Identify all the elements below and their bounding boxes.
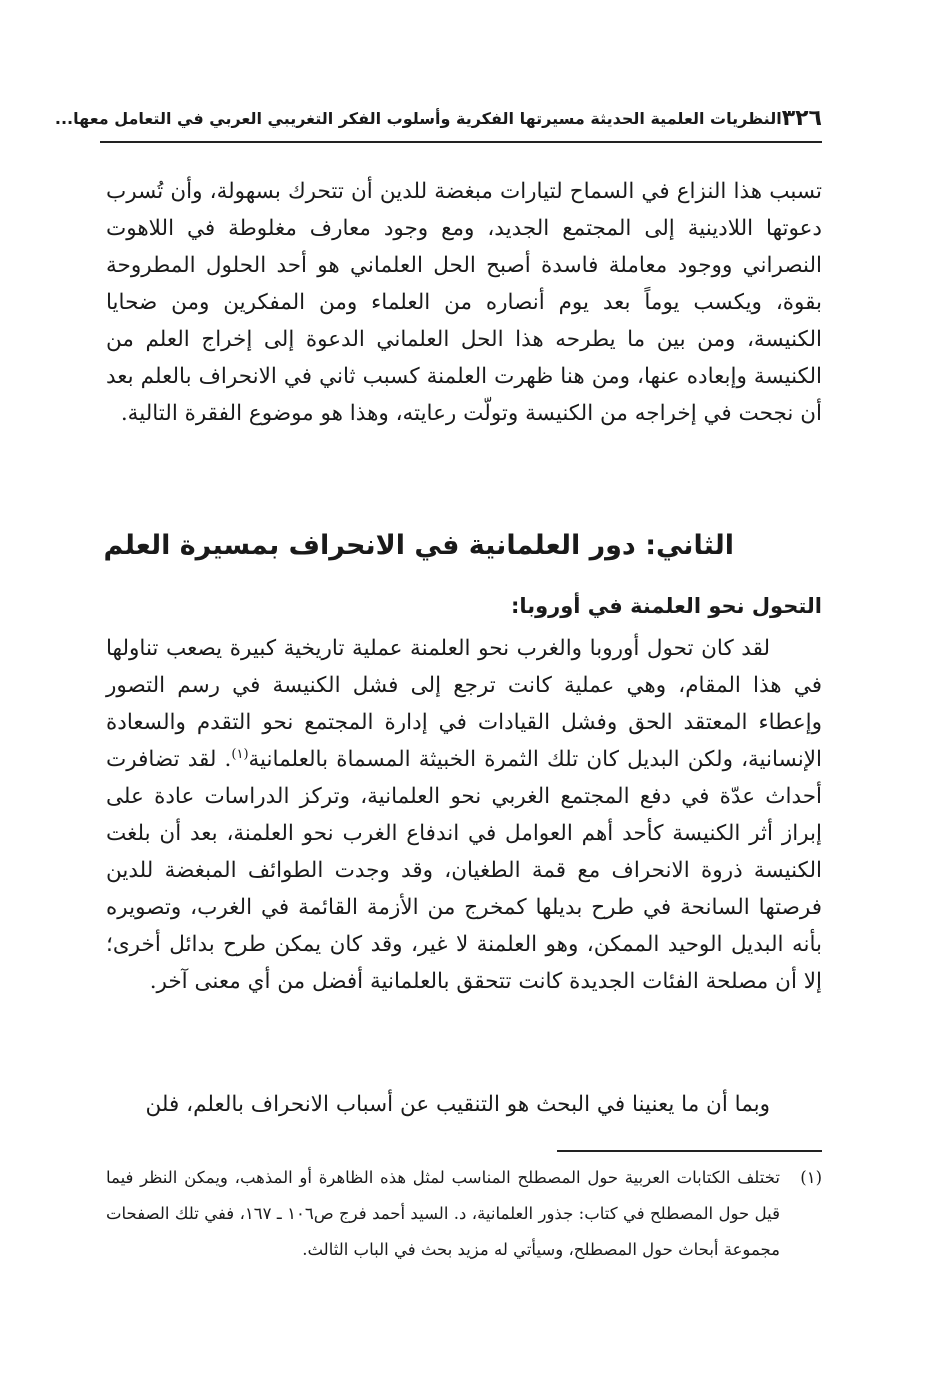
running-header bbox=[54, 100, 822, 136]
subsection-title: التحول نحو العلمنة في أوروبا: bbox=[510, 594, 822, 618]
footnote-divider bbox=[557, 1150, 822, 1152]
paragraph-secularization-text-b: . لقد تضافرت أحداث عدّة في دفع المجتمع الغربي نحو العلمانية، وتركز الدراسات عادة على إبراز أثر الكنيسة كأحد أهم العوامل في اندفاع الغرب نحو العلمنة، بعد أن بلغت الكنيسة ذروة الانحراف مع قمة الطغيان، وقد وجدت الطوائف المبغضة للدين فرصتها السانحة في طرح بديلها كمخرج من الأزمة القائمة في الغرب، وتصويره بأنه البديل الوحيد الممكن، وهو العلمنة لا غير، وقد كان يمكن طرح بدائل أخرى؛ إلا أن مصلحة الفئات الجديدة كانت تتحقق بالعلمانية أفضل من أي معنى آخر. bbox=[106, 747, 822, 994]
header-divider bbox=[100, 141, 822, 143]
footnote-reference[interactable]: (١) bbox=[231, 746, 249, 762]
running-header-title: النظريات العلمية الحديثة مسيرتها الفكرية وأسلوب الفكر التغريبي العربي في التعامل معها... bbox=[54, 108, 782, 128]
page-number: ٣٢٦ bbox=[781, 105, 822, 131]
paragraph-secularization bbox=[106, 630, 822, 1000]
paragraph-secularization-text-a: لقد كان تحول أوروبا والغرب نحو العلمنة عملية تاريخية كبيرة يصعب تناولها في هذا المقام، وهي عملية كانت ترجع إلى فشل الكنيسة في رسم التصور وإعطاء المعتقد الحق وفشل القيادات في إدارة المجتمع نحو التقدم والسعادة الإنسانية، ولكن البديل كان تلك الثمرة الخبيثة المسماة بالعلمانية bbox=[106, 636, 822, 772]
footnote bbox=[106, 1160, 822, 1268]
footnote-marker: (١) bbox=[800, 1168, 822, 1187]
paragraph-next: وبما أن ما يعنينا في البحث هو التنقيب عن أسباب الانحراف بالعلم، فلن bbox=[145, 1092, 770, 1117]
paragraph-continuation: تسبب هذا النزاع في السماح لتيارات مبغضة للدين أن تتحرك بسهولة، وأن تُسرب دعوتها اللادينية إلى المجتمع الجديد، ومع وجود معارف مغلوطة في اللاهوت النصراني ووجود معاملة فاسدة أصبح الحل العلماني هو أحد الحلول المطروحة بقوة، ويكسب يوماً بعد يوم أنصاره من العلماء ومن المفكرين ومن ضحايا الكنيسة، ومن بين ما يطرحه هذا الحل العلماني الدعوة إلى إخراج العلم من الكنيسة وإبعاده عنها، ومن هنا ظهرت العلمنة كسبب ثاني في الانحراف بالعلم بعد أن نجحت في إخراجه من الكنيسة وتولّت رعايته، وهذا هو موضوع الفقرة التالية. bbox=[106, 179, 822, 426]
section-title: الثاني: دور العلمانية في الانحراف بمسيرة العلم bbox=[103, 530, 734, 561]
footnote-text: تختلف الكتابات العربية حول المصطلح المناسب لمثل هذه الظاهرة أو المذهب، ويمكن النظر فيما قيل حول المصطلح في كتاب: جذور العلمانية، د. السيد أحمد فرج ص١٠٦ ـ ١٦٧، ففي تلك الصفحات مجموعة أبحاث حول المصطلح، وسيأتي له مزيد بحث في الباب الثالث. bbox=[106, 1168, 780, 1259]
